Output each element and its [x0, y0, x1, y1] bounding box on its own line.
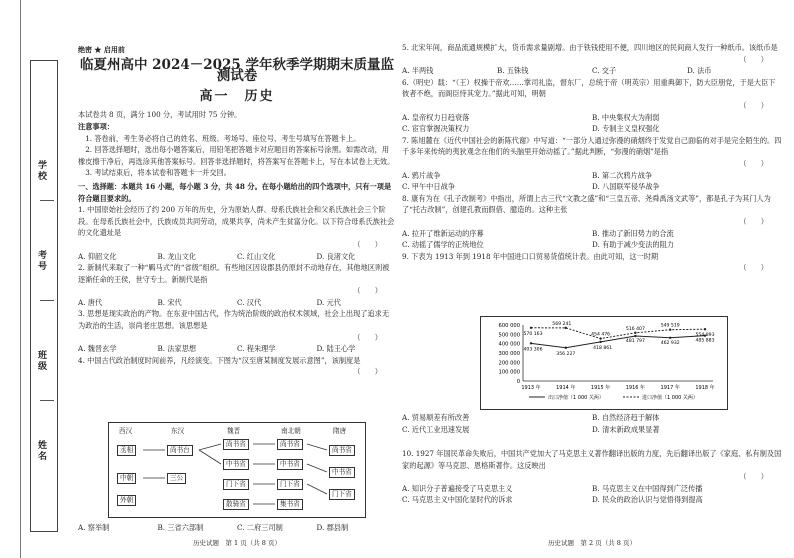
y-tick-label: 500 000 [498, 332, 520, 339]
diagram-cell: 中书省 [223, 459, 249, 470]
y-tick-label: 200 000 [498, 360, 520, 367]
footer-left: 历史试题 第 1 页（共 8 页） [192, 539, 282, 548]
note-3: 3. 考试结束后，将本试卷和答题卡一并交回。 [85, 168, 231, 178]
data-point [530, 342, 532, 344]
section-1-title: 一、选择题：本题共 16 小题，每小题 3 分，共 48 分。在每小题给出的四个选项中，只有一项是符合题目要求的。 [78, 181, 392, 203]
question-4-options: A. 察举制 B. 三省六部制 C. 二府三司制 D. 郡县制 [78, 523, 349, 532]
diagram-header-suitang: 隋唐 [333, 427, 347, 435]
question-2: 2. 新制代来取了一种“羁马式”的“省级”组织。有些地区因设郡县仍原封不动地存在，其他地区则被逐渐任命的王侯，世守专土。新制代是指 （ ） A. 唐代 B. 宋代 C. 汉代 D. 元代 [78, 263, 390, 307]
diagram-cell: 尚书省 [223, 439, 249, 450]
question-8: 8. 康有为在《孔子改制考》中指出，所谓上古三代“文教之盛”和“三皇五帝、尧舜禹汤文武等”，都是孔子为其门人为了“托古改制”，创建孔教而假借、臆造的。这种主张 （ ） A. 拉开了维新运动的序幕 B. 推动了新旧势力的合流 C. 动摇了儒学的正统地位 D. 有助于减少变法的阻力 [402, 193, 771, 250]
y-tick-label: 300 000 [498, 351, 520, 357]
y-tick-label: 0 [516, 379, 520, 385]
cut-line [20, 0, 21, 558]
diagram-header-weijin: 魏晋 [227, 427, 241, 435]
diagram-cell: 门下省 [277, 479, 303, 490]
diagram-cell: 中书省 [277, 459, 303, 470]
note-1: 1. 答卷前，考生务必将自己的姓名、班级、考场号、座位号、考生号填写在答题卡上。 [85, 133, 361, 143]
trade-chart [480, 316, 728, 410]
data-point [669, 337, 671, 339]
exam-title: 临夏州高中 2024－2025 学年秋季学期期末质量监测试卷 [79, 56, 395, 85]
data-label: 549 519 [660, 323, 680, 329]
data-point [565, 327, 567, 329]
diagram-cell: 外朝 [117, 495, 136, 506]
data-label: 356 227 [556, 351, 576, 357]
legend-label-2: 进口净值（1 000 关两） [642, 395, 698, 401]
question-7: 7. 陈旭麓在《近代中国社会的新陈代谢》中写道：“一部分人通过弥漫的硝烟终于发觉自己面临的对手是完全陌生的。四千多年来传统的夷狄观念在他们的头脑里开始动摇了。”据此判断，“弥漫的硝烟”是指 （ ） A. 鸦片战争 B. 第二次鸦片战争 C. 甲午中日战争 D. 八国联军侵华战争 [402, 135, 782, 192]
data-point [704, 328, 706, 330]
diagram-cell: 集书省 [277, 499, 303, 510]
footer-right: 历史试题 第 2 页（共 8 页） [547, 539, 637, 548]
binding-strip [0, 0, 62, 558]
note-2: 2. 回答选择题时，选出每小题答案后，用铅笔把答题卡对应题目的答案标号涂黑。如需改动，用橡皮擦干净后，再选涂其他答案标号。回答非选择题时，将答案写在答题卡上，写在本试卷上无效。 [78, 145, 395, 166]
data-label: 554 893 [695, 333, 715, 339]
question-10: 10. 1927 年国民革命失败后，中国共产党加大了马克思主义著作翻译出版的力度，先后翻译出版了《家庭、私有制及国家的起源》等马克思、恩格斯著作。这反映出 （ ） A. 知识分子普遍接受了马克思主义 B. 马克思主义在中国得到广泛传播 C. 马克思主义中国化显时代的诉求 D. 民众的政治认识与觉悟得到提高 [402, 449, 782, 505]
data-point [634, 335, 636, 337]
data-point [634, 332, 636, 334]
diagram-cell: 尚书省 [277, 439, 303, 450]
diagram-cell: 中朝 [117, 473, 136, 484]
secret-label: 绝密 ★ 启用前 [78, 45, 125, 54]
x-tick-label: 1916 年 [625, 385, 646, 391]
name-label: 姓名 [36, 440, 46, 462]
diagram-cell: 尚书省 [329, 445, 355, 456]
diagram-header-nanbeichao: 南北朝 [281, 427, 301, 435]
diagram-cell: 中书省 [329, 467, 355, 478]
legend-label-1: 出口净值（1 000 关两） [548, 395, 604, 401]
diagram-header-donghan: 东汉 [171, 427, 185, 435]
x-tick-label: 1918 年 [695, 385, 715, 391]
class-label: 班级 [36, 350, 46, 372]
diagram-cell: 三公 [167, 473, 186, 484]
x-tick-label: 1913 年 [521, 385, 541, 391]
x-tick-label: 1917 年 [660, 385, 680, 391]
data-label: 462 932 [660, 340, 680, 346]
intro-line: 本试卷共 8 页，满分 100 分，考试用时 75 分钟。 [78, 110, 242, 120]
page-right [402, 0, 782, 558]
system-diagram [108, 422, 366, 518]
y-tick-label: 400 000 [498, 341, 520, 348]
school-label: 学校 [36, 160, 46, 182]
notes-title: 注意事项： [78, 121, 114, 131]
data-label: 516 407 [625, 326, 645, 332]
question-9-options: A. 贸易顺差有所改善 B. 自然经济趋于解体 C. 近代工业迅速发展 D. 清末新政成果显著 [402, 413, 660, 434]
diagram-cell: 门下省 [223, 479, 249, 490]
data-label: 418 861 [593, 345, 613, 351]
data-label: 454 476 [591, 332, 611, 338]
diagram-connectors [109, 423, 365, 517]
data-point [530, 327, 532, 329]
y-tick-label: 600 000 [498, 323, 520, 329]
data-label: 570 163 [523, 331, 543, 337]
data-label: 485 883 [695, 338, 715, 344]
diagram-cell: 散骑省 [223, 499, 249, 510]
diagram-cell: 门下省 [329, 489, 355, 500]
x-tick-label: 1915 年 [590, 385, 611, 391]
exam-no-label: 考号 [36, 250, 46, 272]
data-label: 481 797 [625, 339, 645, 345]
diagram-cell: 丞相 [117, 445, 136, 456]
diagram-header-xihan: 西汉 [119, 427, 133, 435]
question-1: 1. 中国原始社会经历了约 200 万年的历史，分为原始人群、母系氏族社会和父系氏族社会三个阶段。在母系氏族社会中，氏族成员共同劳动，成果共享，尚未产生贫富分化。以下符合母系氏族社会的文化遗址是 （ ） A. 仰韶文化 B. 龙山文化 C. 红山文化 D. 良渚文化 [78, 205, 395, 261]
diagram-cell: 尚书台 [167, 445, 193, 456]
data-label: 569 241 [552, 321, 572, 327]
question-4: 4. 中国古代政治制度时间前养，凡经演变。下图为“汉至唐某制度发展示意图”，该制度是 （ ） [78, 355, 382, 377]
data-label: 403 306 [523, 347, 543, 353]
exam-subject: 高一 历史 [199, 88, 275, 104]
data-point [669, 329, 671, 331]
question-6: 6.（明史）载：“（王）权操于帝欢……掌司礼监，督东厂，总统于帝（明英宗）用重典御下，防大臣朋党，于是大臣下彼者不绝，而阁臣恃其宠力。”据此可知，明朝 （ ） A. 皇帝权力日趋衰落 B. 中央集权大为削弱 C. 宦官掌握决策权力 D. 专制主义皇权强化 [402, 77, 776, 134]
question-9: 9. 下表为 1913 年到 1918 年中国进口口贸易货值统计表。由此可知，这一时期 （ ） [402, 251, 768, 273]
data-point [599, 337, 601, 339]
x-tick-label: 1914 年 [556, 385, 576, 391]
question-5: 5. 北宋年间，商品流通规模扩大，货币需求量剧增。由于铁钱使用不便，四川地区的民间商人发行一种纸币。该纸币是 （ ） A. 半两钱 B. 五铢钱 C. 交子 D. 法币 [402, 43, 778, 76]
question-3: 3. 思想是现实政治的产物。在东亚中国古代，作为统治阶级的政治权术领域，社会上出现了追求无为政治的生活，崇尚老庄思想。该思想是 （ ） A. 魏晋玄学 B. 法家思想 C. 程朱理学 D. 陆王心学 [78, 309, 390, 354]
data-point [599, 341, 601, 343]
data-point [565, 347, 567, 349]
y-tick-label: 100 000 [498, 369, 520, 376]
